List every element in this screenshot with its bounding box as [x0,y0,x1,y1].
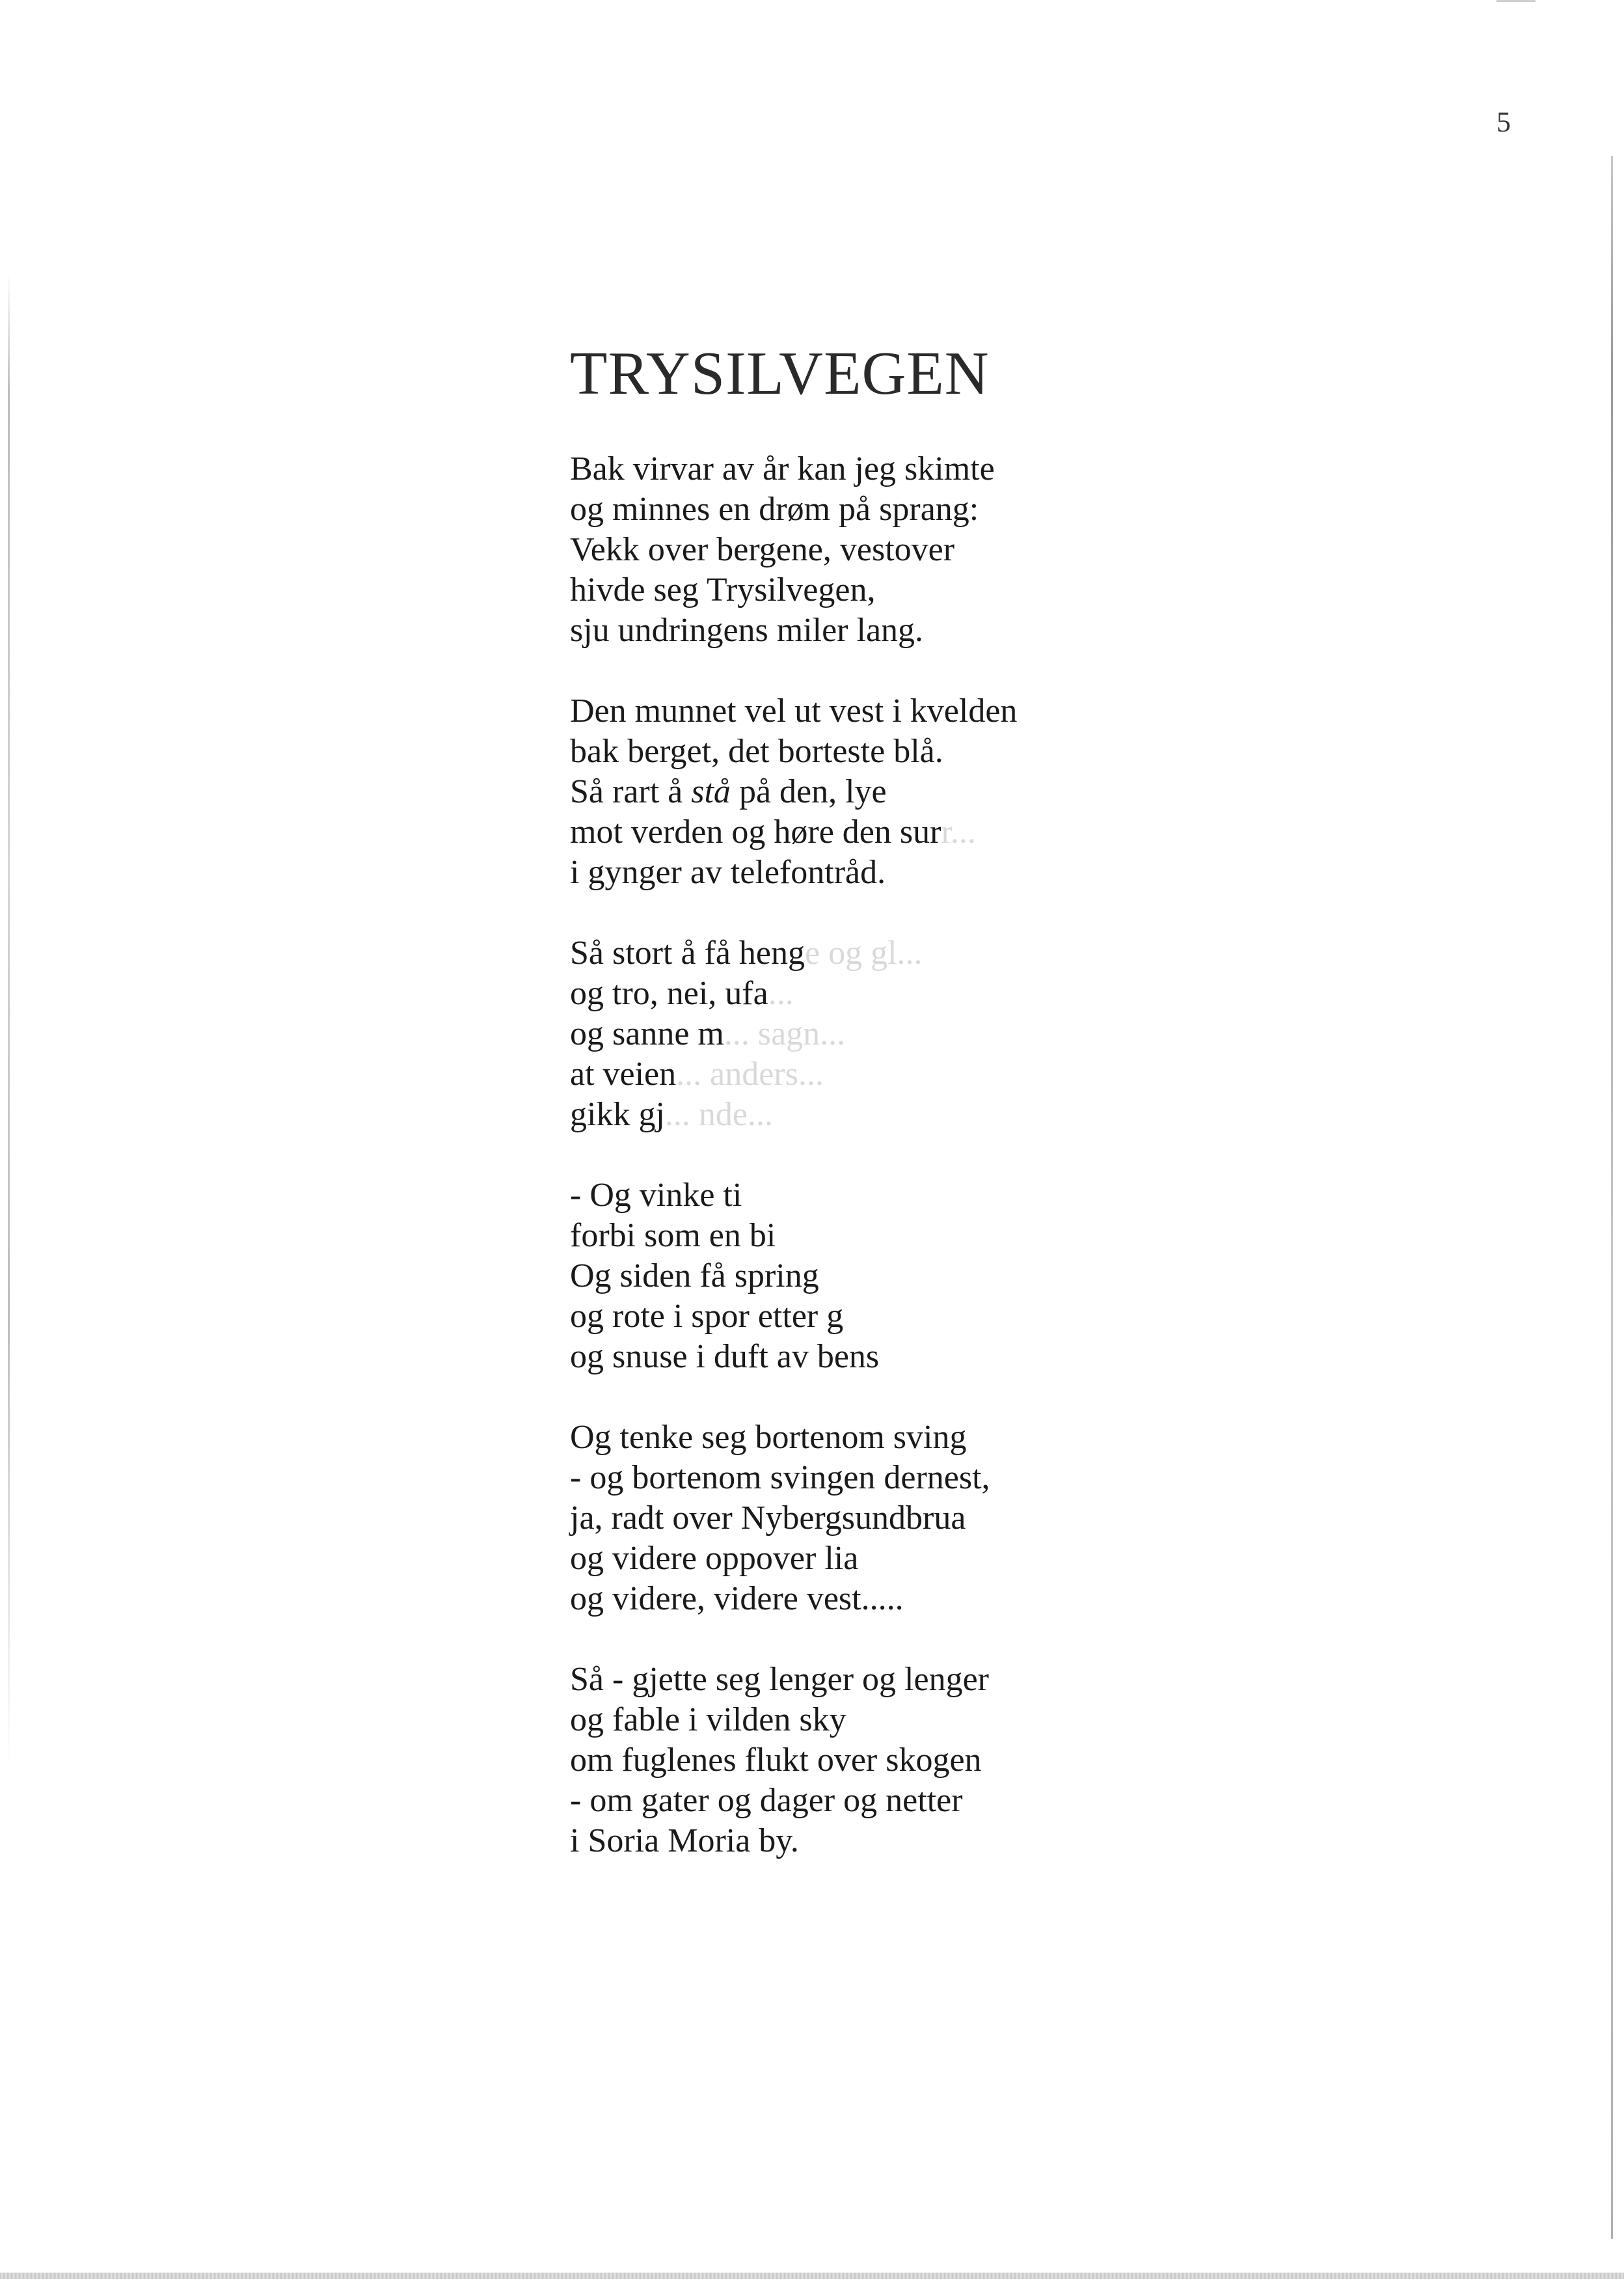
stanza [570,691,1156,893]
page-number: 5 [1496,106,1511,138]
poem-line: og fable i vilden sky [570,1701,846,1738]
poem-line: i Soria Moria by. [570,1822,799,1859]
line-segment: Så rart å [570,773,692,810]
line-segment: og tro, nei, ufa [570,975,768,1012]
line-segment: mot verden og høre den sur [570,813,941,851]
stanza [570,1660,1156,1861]
faded-text: r... [941,813,976,851]
faded-text: ... sagn... [724,1015,846,1052]
poem-line: og snuse i duft av bens [570,1338,880,1375]
poem-line: hivde seg Trysilvegen, [570,571,876,608]
faded-text: e og gl... [805,935,923,972]
line-segment: på den, lye [730,773,887,810]
line-segment: gikk gj [570,1096,665,1133]
poem-line: og videre oppover lia [570,1540,859,1577]
emphasized-word: stå [691,773,731,810]
poem-line: Den munnet vel ut vest i kvelden [570,692,1018,730]
poem-line [570,974,1156,1014]
scan-edge-bottom [0,2273,1624,2279]
poem-title: TRYSILVEGEN [570,340,990,407]
line-segment: at veien [570,1056,677,1093]
poem-line [570,772,1156,812]
poem-line: Og siden få spring [570,1257,819,1294]
poem-line: og minnes en drøm på sprang: [570,491,979,528]
poem-line: Vekk over bergene, vestover [570,531,955,568]
poem-line: og videre, videre vest..... [570,1580,904,1617]
poem-body [570,449,1156,1902]
stanza [570,449,1156,651]
poem-line: ja, radt over Nybergsundbrua [570,1499,966,1537]
stanza [570,1417,1156,1619]
scan-edge-left [8,273,10,1770]
poem-line: om fuglenes flukt over skogen [570,1742,982,1779]
poem-line: Bak virvar av år kan jeg skimte [570,450,995,487]
faded-text: ... anders... [676,1056,824,1093]
scan-edge-right [1611,156,1613,2239]
stanza [570,1175,1156,1377]
stanza [570,933,1156,1135]
poem-line: sju undringens miler lang. [570,612,924,649]
poem-line [570,1014,1156,1054]
poem-line: - og bortenom svingen dernest, [570,1459,990,1496]
faded-text: ... [768,975,794,1012]
poem-line: og rote i spor etter g [570,1298,844,1335]
poem-line: bak berget, det borteste blå. [570,733,943,770]
line-segment: Så stort å få heng [570,935,805,972]
poem-line: - Og vinke ti [570,1177,742,1214]
faded-text: ... nde... [664,1096,773,1133]
poem-line [570,933,1156,974]
poem-line [570,1095,1156,1135]
scan-edge-top [1496,0,1536,2]
line-segment: og sanne m [570,1015,724,1052]
poem-line: forbi som en bi [570,1217,776,1254]
poem-line [570,812,1156,853]
poem-line: i gynger av telefontråd. [570,854,886,891]
poem-line: Og tenke seg bortenom sving [570,1419,967,1456]
poem-line: Så - gjette seg lenger og lenger [570,1661,989,1698]
poem-line: - om gater og dager og netter [570,1782,963,1819]
poem-line [570,1054,1156,1095]
